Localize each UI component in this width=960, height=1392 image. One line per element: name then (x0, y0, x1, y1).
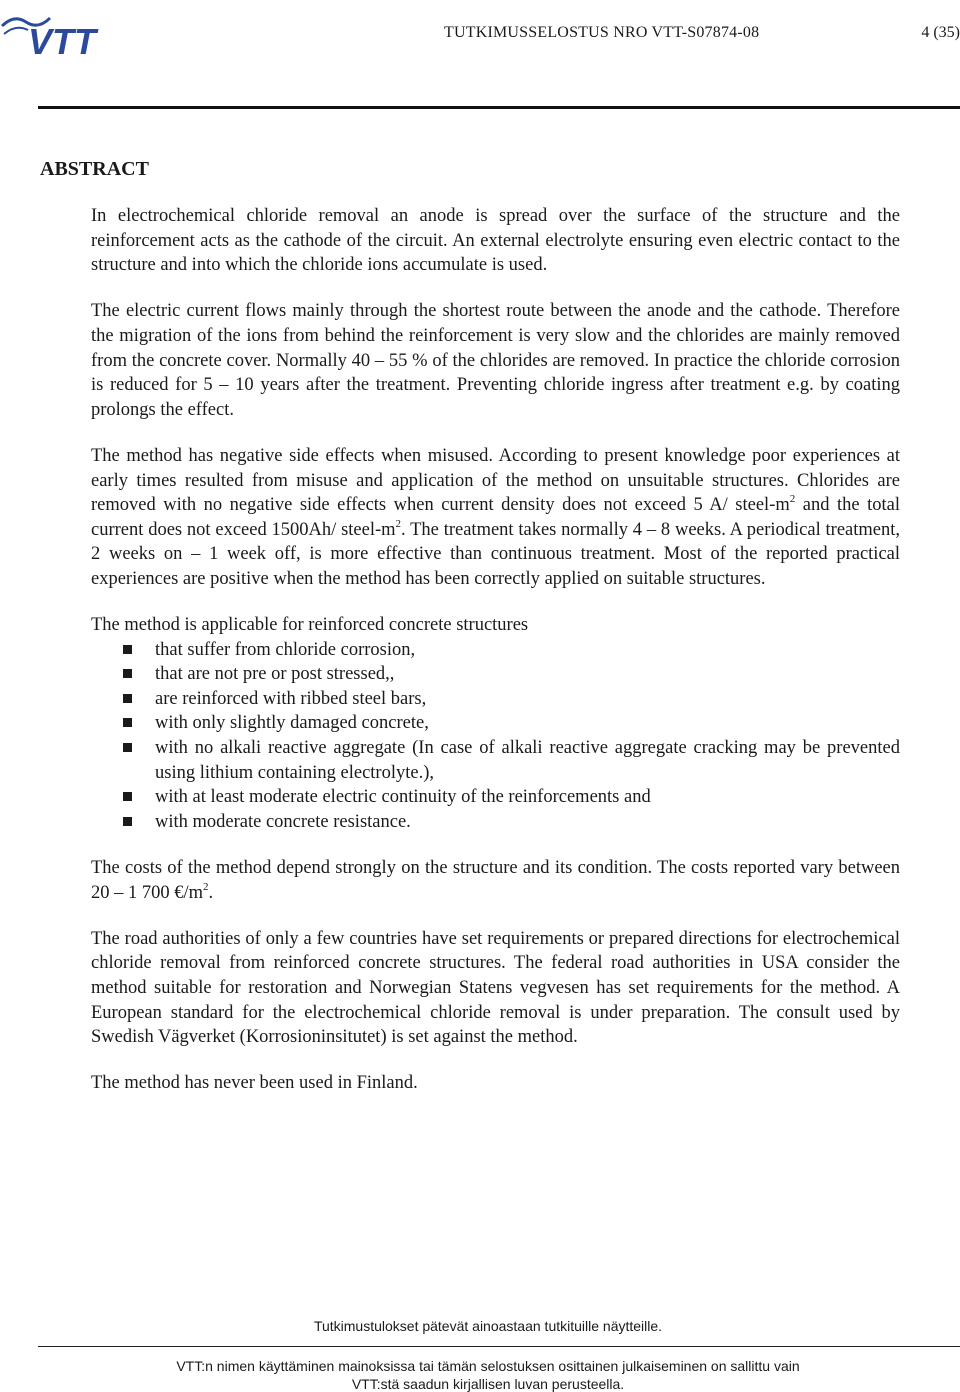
square-bullet-icon (123, 669, 132, 678)
list-item: that are not pre or post stressed,, (91, 662, 900, 687)
list-item: that suffer from chloride corrosion, (91, 638, 900, 663)
header-divider (38, 106, 960, 109)
list-item: are reinforced with ribbed steel bars, (91, 687, 900, 712)
paragraph-4 (91, 856, 900, 905)
list-item: with at least moderate electric continuity of the reinforcements and (91, 785, 900, 810)
paragraph-4-part-b: . (208, 882, 214, 903)
square-bullet-icon (123, 817, 132, 826)
paragraph-6: The method has never been used in Finland. (91, 1073, 418, 1094)
paragraph-2: The electric current flows mainly through the shortest route between the anode and the cathode. Therefore the migration of the ions from behind the reinforcement is very slow and the chlorides are mainly removed from the concrete cover. Normally 40 – 55 % of the chlorides are removed. In practice the chloride corrosion is reduced for 5 – 10 years after the treatment. Preventing chloride ingress after treatment e.g. by coating prolongs the effect. (91, 301, 900, 420)
square-bullet-icon (123, 743, 132, 752)
svg-text:VTT: VTT (28, 21, 96, 60)
page-number: 4 (35) (921, 24, 960, 41)
list-item: with no alkali reactive aggregate (In case of alkali reactive aggregate cracking may be prevented using lithium containing electrolyte.), (91, 736, 900, 785)
vtt-logo (0, 4, 140, 60)
applicability-list (91, 638, 900, 835)
report-title: TUTKIMUSSELOSTUS NRO VTT-S07874-08 (444, 24, 760, 41)
footer-divider (38, 1346, 960, 1347)
superscript: 2 (203, 880, 209, 893)
paragraph-5: The road authorities of only a few countries have set requirements or prepared directions for electrochemical chloride removal from reinforced concrete structures. The federal road authorities in USA consider the method suitable for restoration and Norwegian Statens vegvesen has set requirements for the method. A European standard for the electrochemical chloride removal is under preparation. The consult used by Swedish Vägverket (Korrosioninsitutet) is set against the method. (91, 928, 900, 1048)
paragraph-3-part-b: and the total current does not exceed 1500Ah/ steel-m (91, 495, 900, 540)
list-item: with only slightly damaged concrete, (91, 711, 900, 736)
square-bullet-icon (123, 645, 132, 654)
paragraph-1: In electrochemical chloride removal an anode is spread over the surface of the structure and the reinforcement acts as the cathode of the circuit. An external electrolyte ensuring even electric contact to the structure and into which the chloride ions accumulate is used. (91, 206, 900, 276)
footer-line-1: VTT:n nimen käyttäminen mainoksissa tai tämän selostuksen osittainen julkaiseminen on sallittu vain (176, 1358, 800, 1374)
list-intro: The method is applicable for reinforced concrete structures (91, 615, 529, 636)
paragraph-3 (91, 444, 900, 592)
footer-line-2: VTT:stä saadun kirjallisen luvan perusteella. (351, 1376, 625, 1392)
list-item: with moderate concrete resistance. (91, 810, 900, 835)
square-bullet-icon (123, 694, 132, 703)
paragraph-3-part-a: The method has negative side effects when misused. According to present knowledge poor experiences at early times resulted from misuse and application of the method on unsuitable structures. Chlorides are removed with no negative side effects when current density does not exceed 5 A/ steel-m (91, 445, 900, 516)
superscript: 2 (395, 517, 402, 530)
abstract-heading: ABSTRACT (40, 158, 149, 180)
footer-note: Tutkimustulokset pätevät ainoastaan tutkituille näytteille. (313, 1318, 663, 1334)
superscript: 2 (789, 493, 796, 506)
paragraph-4-part-a: The costs of the method depend strongly on the structure and its condition. The costs reported vary between 20 – 1 700 €/m (91, 858, 900, 903)
square-bullet-icon (123, 792, 132, 801)
square-bullet-icon (123, 718, 132, 727)
paragraph-3-part-c: . The treatment takes normally 4 – 8 weeks. A periodical treatment, 2 weeks on – 1 week off, is more effective than continuous treatment. Most of the reported practical experiences are positive when the method has been correctly applied on suitable structures. (91, 519, 901, 589)
abstract-body (91, 204, 900, 1118)
